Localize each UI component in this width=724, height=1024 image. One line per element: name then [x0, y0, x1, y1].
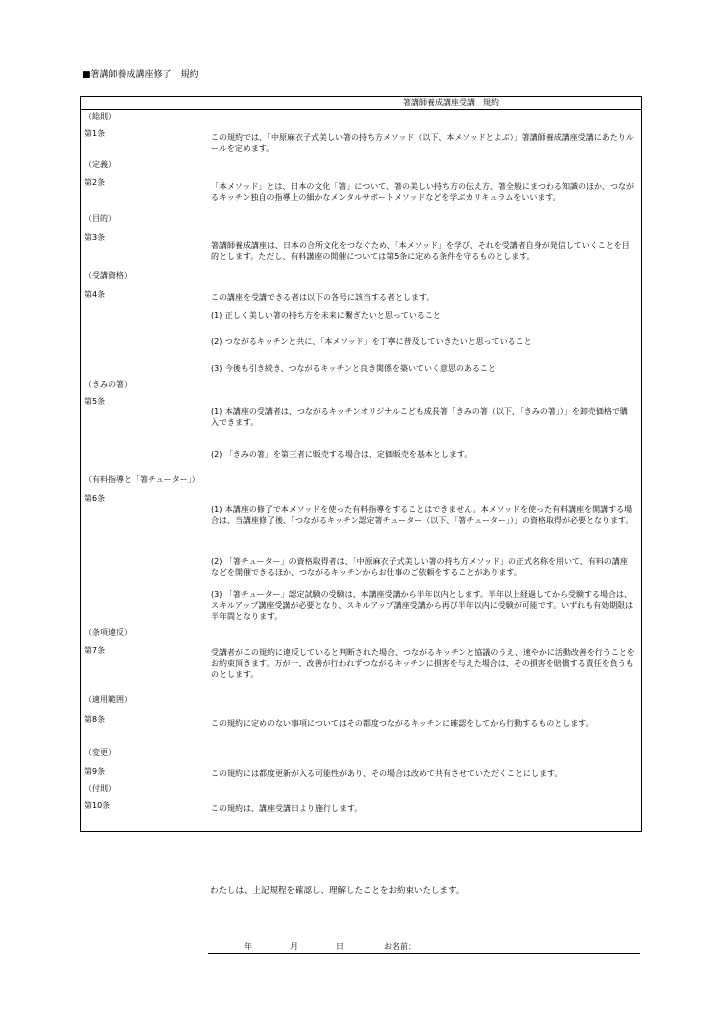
article-text: この規約には都度更新が入る可能性があり、その場合は改めて共有させていただくことにします。: [211, 769, 563, 778]
section-label: （総則）: [84, 112, 116, 121]
article-item: (2) 「きみの箸」を第三者に販売する場合は、定価販売を基本とします。: [211, 450, 473, 459]
name-label: お名前：: [384, 942, 416, 951]
article-text: 「本メソッド」とは、日本の文化「箸」について、箸の美しい持ち方の伝え方、箸全般にまつわる知識のほか、つながるキッチン独自の指導上の細かなメンタルサポートメソッドなどを学ぶカリキュラムをいいます。: [211, 182, 635, 202]
section-label: （適用範囲）: [84, 695, 132, 704]
table-title: 箸講師養成講座受講 規約: [81, 97, 641, 110]
pledge-statement: わたしは、上記規程を確認し、理解したことをお約束いたします。: [210, 886, 465, 896]
article-number: 第4条: [84, 290, 106, 299]
article-item: (2) 「箸チューター」の資格取得者は、「中原麻衣子式美しい箸の持ち方メソッド」の正式名称を用いて、有料の講座などを開催できるほか、つながるキッチンからお仕事のご依頼をすることがあります。: [211, 557, 628, 577]
section-label: （目的）: [84, 214, 116, 223]
document-heading: ■箸講師養成講座修了 規約: [82, 70, 199, 80]
article-item: (3) 「箸チューター」認定試験の受験は、本講座受講から半年以内とします。半年以上経過してから受験する場合は、スキルアップ講座受講が必要となり、スキルアップ講座受講から再び半年以内に受験が可能です。いずれも有効期限は半年間となります。: [211, 590, 634, 621]
day-label: 日: [336, 942, 344, 951]
article-text: 箸講師養成講座は、日本の合所文化をつなぐため、「本メソッド」を学び、それを受講者自身が発信していくことを目的とします。ただし、有料講座の開催については第5条に定める条件を守るものとします。: [211, 241, 630, 261]
article-text: この規約は、講座受講日より施行します。: [211, 804, 363, 813]
article-number: 第6条: [84, 494, 106, 503]
section-label: （受講資格）: [84, 271, 132, 280]
year-label: 年: [244, 942, 252, 951]
article-number: 第3条: [84, 233, 106, 242]
article-number: 第5条: [84, 397, 106, 406]
article-number: 第2条: [84, 178, 106, 187]
article-number: 第8条: [84, 715, 106, 724]
article-text: この規約では、「中原麻衣子式美しい箸の持ち方メソッド（以下、本メソッドとよぶ）」箸講師養成講座受講にあたりルールを定めます。: [211, 133, 634, 153]
article-item: (1) 正しく美しい箸の持ち方を未来に繋ぎたいと思っていること: [211, 311, 441, 320]
article-number: 第1条: [84, 129, 106, 138]
article-item: (1) 本講座の受講者は、つながるキッチンオリジナルこども成長箸「きみの箸（以下、「きみの箸」）」を卸売価格で購入できます。: [211, 407, 628, 427]
article-number: 第10条: [84, 801, 111, 810]
section-label: （条項違反）: [84, 628, 132, 637]
article-item: (3) 今後も引き続き、つながるキッチンと良き関係を築いていく意思のあること: [211, 364, 496, 373]
article-number: 第9条: [84, 767, 106, 776]
month-label: 月: [290, 942, 298, 951]
terms-table: [80, 96, 642, 832]
section-label: （定義）: [84, 160, 116, 169]
article-text: この講座を受講できる者は以下の各号に該当する者とします。: [211, 293, 435, 302]
section-label: （有料指導と「箸チューター」）: [84, 475, 200, 484]
section-label: （きみの箸）: [84, 380, 132, 389]
section-label: （付則）: [84, 784, 116, 793]
section-label: （変更）: [84, 748, 116, 757]
article-text: 受講者がこの規約に違反していると判断された場合、つながるキッチンと協議のうえ、速やかに活動改善を行うことをお約束頂きます。万が一、改善が行われずつながるキッチンに損害を与えた場合は、その損害を賠償する責任を負うものとします。: [211, 648, 635, 679]
article-item: (1) 本講座の修了で本メソッドを使った有料指導をすることはできません。本メソッドを使った有料講座を開講する場合は、当講座修了後、「つながるキッチン認定箸チューター（以下、「箸チューター」）」の資格取得が必要となります。: [211, 505, 634, 525]
article-item: (2) つながるキッチンと共に、「本メソッド」を丁寧に普及していきたいと思っていること: [211, 337, 532, 346]
article-number: 第7条: [84, 646, 106, 655]
signature-line[interactable]: [208, 941, 640, 954]
article-text: この規約に定めのない事項についてはその都度つながるキッチンに確認をしてから行動するものとします。: [211, 719, 594, 728]
